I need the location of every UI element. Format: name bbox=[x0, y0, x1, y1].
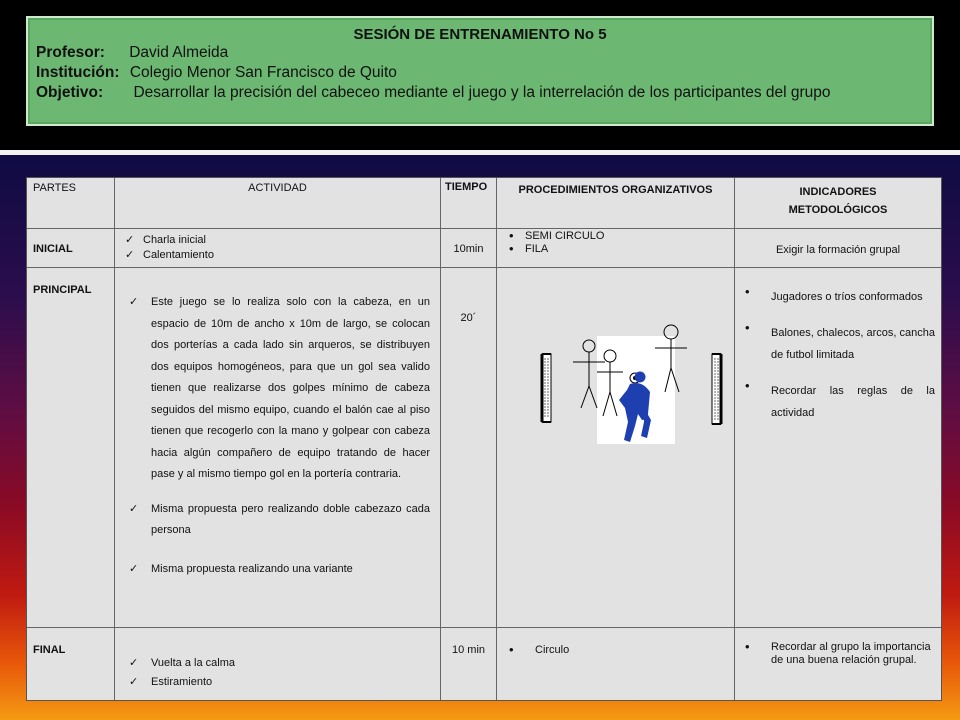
header-indicadores: INDICADORES METODOLÓGICOS bbox=[735, 178, 941, 229]
procedimiento-item: • SEMI CIRCULO bbox=[507, 230, 724, 243]
actividad-inicial-item: ✓ Calentamiento bbox=[125, 248, 430, 263]
institucion-value: Colegio Menor San Francisco de Quito bbox=[129, 64, 397, 81]
profesor-line bbox=[36, 44, 228, 62]
left-goal-icon bbox=[542, 354, 551, 422]
objetivo-label: Objetivo: bbox=[36, 84, 104, 101]
tiempo-final: 10 min bbox=[441, 628, 497, 700]
indicador-final bbox=[735, 628, 941, 700]
procedimiento-item: • FILA bbox=[507, 243, 724, 256]
actividad-final bbox=[115, 628, 441, 700]
objetivo-value: Desarrollar la precisión del cabeceo mediante el juego y la interrelación de los participantes del grupo bbox=[133, 84, 831, 101]
header-procedimientos: PROCEDIMIENTOS ORGANIZATIVOS bbox=[497, 178, 735, 229]
procedimiento-item: • Circulo bbox=[507, 644, 724, 656]
header-tiempo: TIEMPO bbox=[441, 178, 497, 229]
header-partes: PARTES bbox=[27, 178, 115, 229]
actividad-principal bbox=[115, 268, 441, 628]
indicador-item: • Recordar las reglas de la actividad bbox=[743, 380, 935, 424]
actividad-inicial bbox=[115, 229, 441, 268]
header-actividad: ACTIVIDAD bbox=[115, 178, 441, 229]
actividad-principal-item: ✓ Este juego se lo realiza solo con la cabeza, en un espacio de 10m de ancho x 10m de largo, se colocan dos porterías a cada lado sin arqueros, se distribuyen dos equipos homogéneos, para que un gol sea valido tienen que realizarse dos golpes mínimo de cabeza seguidos del mismo equipo, cuando el balón cae al piso tienen que recogerlo con la mano y golpear con cabeza hacia algún compañero de equipo tratando de hacer pase y al mismo tiempo gol en la portería contraria. bbox=[129, 292, 430, 486]
actividad-principal-item: ✓ Misma propuesta pero realizando doble cabezazo cada persona bbox=[129, 499, 430, 542]
actividad-final-item: ✓ Vuelta a la calma bbox=[129, 654, 430, 673]
actividad-principal-item: ✓ Misma propuesta realizando una variante bbox=[129, 559, 430, 581]
objetivo-line bbox=[36, 84, 831, 102]
parte-final: FINAL bbox=[27, 628, 115, 700]
indicador-item: • Recordar al grupo la importancia de una buena relación grupal. bbox=[743, 641, 935, 667]
parte-principal: PRINCIPAL bbox=[27, 268, 115, 628]
right-goal-icon bbox=[712, 354, 721, 424]
procedimientos-principal bbox=[497, 268, 735, 628]
field-diagram bbox=[497, 268, 735, 628]
session-table bbox=[26, 177, 942, 701]
parte-inicial: INICIAL bbox=[27, 229, 115, 268]
session-header bbox=[26, 16, 934, 126]
procedimientos-inicial bbox=[497, 229, 735, 268]
institucion-label: Institución: bbox=[36, 64, 120, 81]
tiempo-principal: 20´ bbox=[441, 268, 497, 628]
indicador-item: • Jugadores o tríos conformados bbox=[743, 286, 935, 308]
profesor-label: Profesor: bbox=[36, 44, 105, 61]
session-title: SESIÓN DE ENTRENAMIENTO No 5 bbox=[353, 26, 607, 43]
institucion-line bbox=[36, 64, 397, 82]
actividad-final-item: ✓ Estiramiento bbox=[129, 673, 430, 692]
indicador-inicial: Exigir la formación grupal bbox=[735, 229, 941, 268]
indicador-item: • Balones, chalecos, arcos, cancha de futbol limitada bbox=[743, 322, 935, 366]
indicadores-principal bbox=[735, 268, 941, 628]
profesor-value: David Almeida bbox=[129, 44, 229, 61]
procedimientos-final bbox=[497, 628, 735, 700]
tiempo-inicial: 10min bbox=[441, 229, 497, 268]
actividad-inicial-item: ✓ Charla inicial bbox=[125, 233, 430, 248]
